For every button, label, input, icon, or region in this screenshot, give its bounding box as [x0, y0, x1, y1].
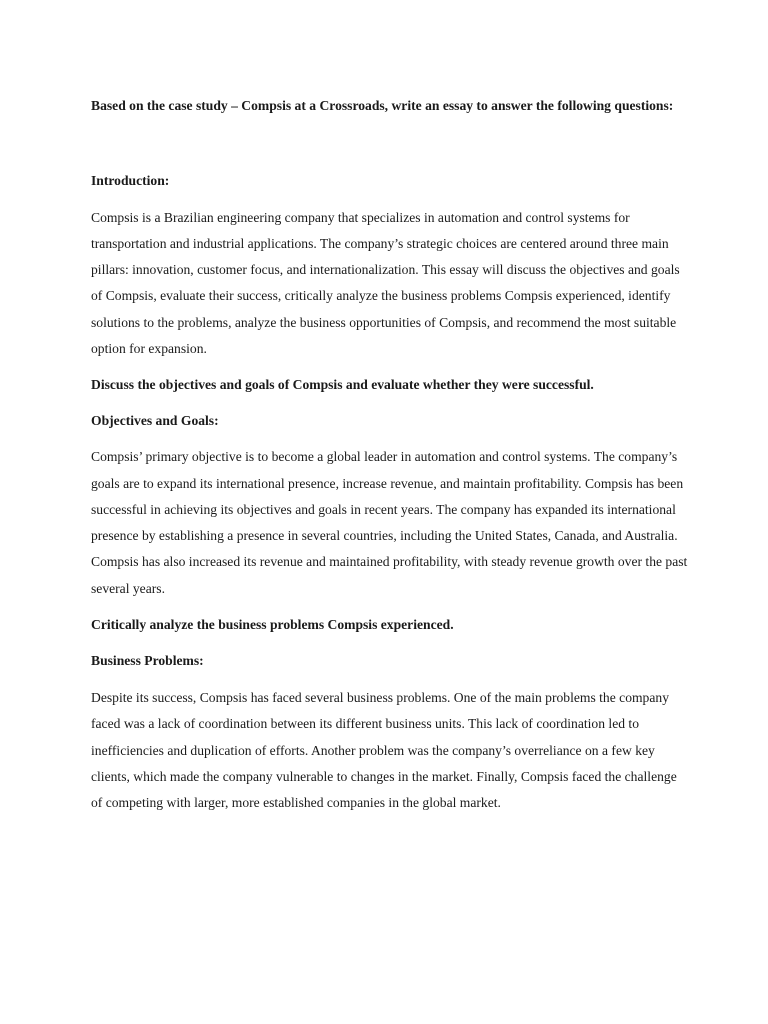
document-page — [91, 93, 691, 817]
question-objectives: Discuss the objectives and goals of Compsis and evaluate whether they were successful. — [91, 377, 594, 393]
objectives-heading: Objectives and Goals: — [91, 413, 219, 429]
business-problems-heading: Business Problems: — [91, 653, 204, 669]
objectives-paragraph: Compsis’ primary objective is to become a global leader in automation and control systems. The company’s goals are to expand its international presence, increase revenue, and maintain profitability. Compsis has been successful in achieving its objectives and goals in recent years. The company has expanded its international presence by establishing a presence in several countries, including the United States, Canada, and Australia. Compsis has also increased its revenue and maintained profitability, with steady revenue growth over the past several years. — [91, 449, 688, 596]
introduction-paragraph: Compsis is a Brazilian engineering company that specializes in automation and control systems for transportation and industrial applications. The company’s strategic choices are centered around three main pillars: innovation, customer focus, and internationalization. This essay will discuss the objectives and goals of Compsis, evaluate their success, critically analyze the business problems Compsis experienced, identify solutions to the problems, analyze the business opportunities of Compsis, and recommend the most suitable option for expansion. — [91, 209, 680, 356]
document-title: Based on the case study – Compsis at a Crossroads, write an essay to answer the following questions: — [91, 98, 674, 113]
question-business-problems: Critically analyze the business problems Compsis experienced. — [91, 617, 454, 633]
business-problems-paragraph: Despite its success, Compsis has faced several business problems. One of the main problems the company faced was a lack of coordination between its different business units. This lack of coordination led to inefficiencies and duplication of efforts. Another problem was the company’s overreliance on a few key clients, which made the company vulnerable to changes in the market. Finally, Compsis faced the challenge of competing with larger, more established companies in the global market. — [91, 690, 677, 811]
introduction-heading: Introduction: — [91, 172, 170, 188]
